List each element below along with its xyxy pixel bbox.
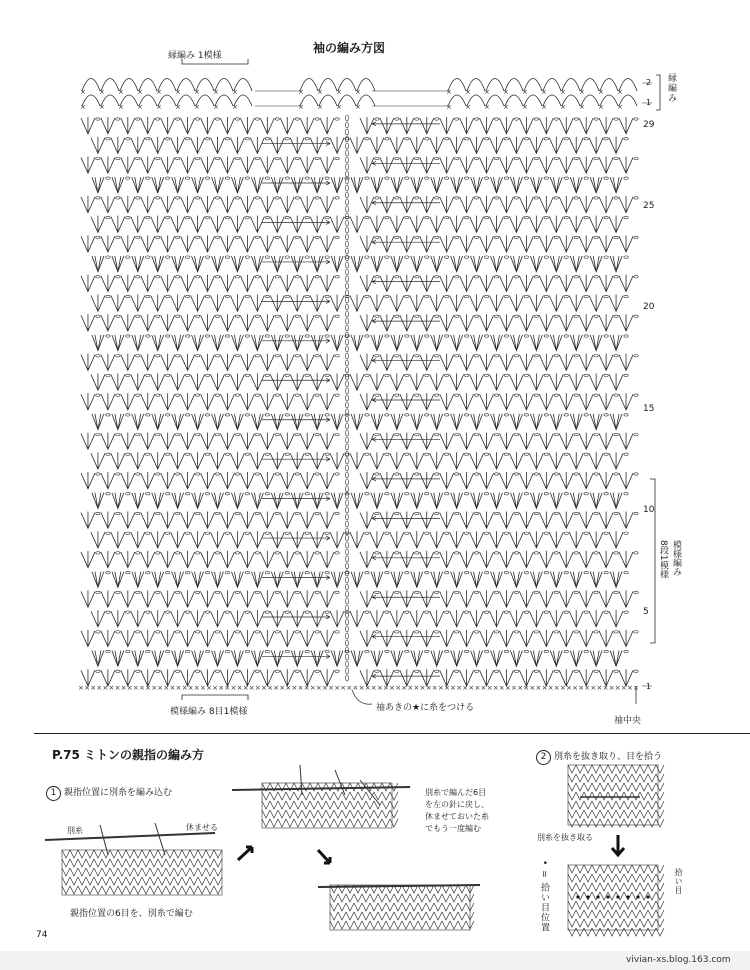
step2-text: 別糸を抜き取り、目を拾う (554, 752, 663, 762)
step1-fabric-3 (330, 885, 474, 930)
stitch-row (81, 393, 638, 410)
svg-text:×: × (522, 103, 528, 111)
step1-fabric (62, 850, 222, 895)
svg-text:×: × (492, 684, 499, 692)
pattern-row-1-marker: 1 (646, 682, 652, 691)
stitch-row (92, 571, 628, 587)
svg-text:×: × (194, 103, 200, 111)
svg-text:×: × (413, 684, 420, 692)
step1-text: 親指位置に別糸を編み込む (64, 788, 173, 798)
svg-text:×: × (598, 88, 604, 96)
svg-text:×: × (298, 103, 304, 111)
arrow-step2 (612, 835, 624, 855)
svg-text:×: × (617, 103, 623, 111)
stitch-row (91, 295, 628, 312)
pattern-bracket (650, 479, 655, 643)
border-row-1-marker: 1 (646, 98, 652, 107)
svg-text:×: × (317, 103, 323, 111)
bottom-repeat-bracket (182, 695, 248, 700)
svg-text:×: × (346, 684, 353, 692)
svg-text:×: × (446, 88, 452, 96)
stitch-row (92, 493, 628, 509)
stitch-row (81, 472, 638, 489)
svg-text:×: × (560, 88, 566, 96)
svg-text:×: × (535, 684, 542, 692)
svg-text:×: × (511, 684, 517, 692)
svg-text:×: × (336, 103, 342, 111)
svg-text:×: × (80, 103, 86, 111)
svg-text:×: × (175, 88, 181, 96)
svg-text:×: × (213, 103, 219, 111)
stitch-row (92, 335, 628, 351)
svg-text:×: × (383, 684, 389, 692)
svg-text:×: × (242, 684, 249, 692)
svg-text:×: × (480, 684, 487, 692)
svg-text:×: × (446, 103, 452, 111)
svg-text:×: × (315, 684, 322, 692)
row-number-29: 29 (643, 120, 655, 130)
svg-text:×: × (517, 684, 524, 692)
svg-text:×: × (579, 88, 585, 96)
svg-text:×: × (230, 684, 237, 692)
svg-text:×: × (163, 684, 170, 692)
note-right-1: 別糸で編んだ6目 (425, 788, 487, 797)
stitch-row (81, 117, 638, 134)
svg-text:×: × (541, 88, 547, 96)
page-number: 74 (36, 930, 48, 940)
stitch-row (81, 196, 638, 213)
svg-text:×: × (267, 684, 273, 692)
stitch-row (91, 216, 628, 233)
border-label: 縁編み (666, 73, 676, 103)
svg-text:×: × (541, 684, 548, 692)
svg-text:×: × (99, 88, 105, 96)
top-repeat-label: 縁編み 1模様 (168, 51, 222, 61)
svg-text:×: × (553, 684, 560, 692)
svg-text:×: × (358, 684, 365, 692)
svg-text:×: × (114, 684, 121, 692)
svg-text:×: × (236, 684, 243, 692)
border-bracket (656, 75, 660, 110)
row-number-25: 25 (643, 201, 655, 211)
svg-text:×: × (224, 684, 231, 692)
svg-text:×: × (462, 684, 469, 692)
svg-text:×: × (169, 684, 176, 692)
svg-text:×: × (419, 684, 426, 692)
svg-text:×: × (212, 684, 219, 692)
svg-text:×: × (248, 684, 255, 692)
svg-text:×: × (355, 103, 361, 111)
svg-text:×: × (285, 684, 292, 692)
stitch-row (91, 531, 628, 548)
center-chain-column (346, 115, 349, 681)
stitch-row (92, 256, 628, 272)
svg-text:×: × (431, 684, 438, 692)
note-nuki: 別糸を抜き取る (537, 833, 593, 842)
svg-text:×: × (370, 684, 377, 692)
caption-step1: 親指位置の6目を、別糸で編む (70, 909, 193, 919)
svg-text:×: × (498, 684, 505, 692)
center-label: 袖中央 (614, 716, 642, 726)
stitch-row (81, 235, 638, 252)
row-number-15: 15 (643, 404, 655, 414)
svg-text:×: × (96, 684, 103, 692)
arrow-step-a (238, 847, 252, 860)
stitch-row (91, 137, 628, 154)
note-right-2: を左の針に戻し、 (425, 800, 489, 809)
chart-title: 袖の編み方図 (313, 41, 386, 55)
svg-text:×: × (118, 88, 124, 96)
svg-text:×: × (261, 684, 267, 692)
svg-text:×: × (78, 684, 84, 692)
svg-text:×: × (376, 684, 383, 692)
pattern-label-1: 模様編み (671, 540, 681, 576)
stitch-row (81, 314, 638, 331)
svg-text:×: × (614, 684, 621, 692)
svg-text:×: × (465, 88, 471, 96)
svg-text:×: × (309, 684, 316, 692)
svg-text:×: × (541, 103, 547, 111)
svg-text:×: × (522, 88, 528, 96)
svg-text:×: × (118, 103, 124, 111)
svg-text:×: × (102, 684, 109, 692)
svg-text:×: × (298, 88, 304, 96)
svg-text:×: × (181, 684, 188, 692)
svg-text:×: × (352, 684, 359, 692)
svg-text:×: × (90, 684, 97, 692)
svg-text:×: × (560, 103, 566, 111)
svg-text:×: × (297, 684, 304, 692)
start-note: 袖あきの★に糸をつける (376, 703, 475, 713)
svg-text:×: × (602, 684, 609, 692)
svg-text:×: × (437, 684, 444, 692)
border-edging (80, 79, 637, 112)
svg-text:×: × (474, 684, 481, 692)
step1-number: 1 (46, 786, 61, 801)
svg-text:×: × (503, 88, 509, 96)
svg-text:×: × (145, 684, 151, 692)
stitch-row (92, 177, 628, 193)
stitch-row (81, 433, 638, 450)
svg-text:×: × (559, 684, 566, 692)
svg-text:×: × (156, 88, 162, 96)
stitch-row (81, 354, 638, 371)
svg-text:×: × (450, 684, 456, 692)
stitch-row (92, 414, 628, 430)
start-note-leader (352, 690, 372, 704)
stitch-row (92, 650, 628, 666)
stitch-row (81, 630, 638, 647)
top-repeat-bracket (182, 59, 248, 64)
step2-fabric-bottom (568, 865, 664, 936)
svg-text:×: × (137, 103, 143, 111)
svg-text:×: × (364, 684, 371, 692)
section-title: P.75 ミトンの親指の編み方 (52, 748, 205, 762)
svg-text:×: × (465, 103, 471, 111)
border-row-2-marker: 2 (646, 78, 652, 87)
svg-text:×: × (213, 88, 219, 96)
svg-text:×: × (484, 103, 490, 111)
svg-text:×: × (157, 684, 164, 692)
svg-text:×: × (503, 103, 509, 111)
stitch-row (81, 551, 638, 568)
svg-text:×: × (468, 684, 475, 692)
svg-text:×: × (529, 684, 536, 692)
pattern-label-2: 8段1模様 (658, 540, 668, 579)
stitch-row (91, 373, 628, 390)
svg-text:×: × (232, 88, 238, 96)
svg-text:×: × (340, 684, 347, 692)
svg-text:×: × (108, 684, 115, 692)
svg-text:×: × (291, 684, 298, 692)
legend-vertical: • = 拾い目位置 (539, 860, 549, 933)
svg-text:×: × (579, 103, 585, 111)
svg-text:×: × (523, 684, 530, 692)
svg-text:×: × (484, 88, 490, 96)
bottom-repeat-label: 模様編み 8目1模様 (170, 707, 248, 717)
svg-text:×: × (218, 684, 225, 692)
footer-url: vivian-xs.blog.163.com (626, 955, 731, 965)
svg-text:×: × (254, 684, 261, 692)
svg-text:×: × (132, 684, 139, 692)
svg-text:×: × (566, 684, 572, 692)
note-yasumaseru: 休ませる (186, 823, 218, 832)
svg-text:×: × (175, 684, 182, 692)
svg-text:×: × (355, 88, 361, 96)
step2-number: 2 (536, 750, 551, 765)
svg-text:×: × (137, 88, 143, 96)
svg-text:×: × (596, 684, 603, 692)
svg-text:×: × (590, 684, 597, 692)
svg-text:×: × (175, 103, 181, 111)
svg-text:×: × (486, 684, 493, 692)
note-right-4: でもう一度編む (425, 824, 481, 833)
svg-text:×: × (279, 684, 286, 692)
svg-text:×: × (578, 684, 585, 692)
row-number-5: 5 (643, 607, 649, 617)
note-betsuito: 別糸 (67, 826, 83, 835)
section-divider (34, 733, 750, 734)
row-number-20: 20 (643, 302, 655, 312)
svg-text:×: × (303, 684, 310, 692)
stitch-row (81, 156, 638, 173)
svg-text:×: × (389, 684, 395, 692)
stitch-row (81, 590, 638, 607)
svg-text:×: × (194, 88, 200, 96)
svg-text:×: × (232, 103, 238, 111)
svg-text:×: × (80, 88, 86, 96)
svg-text:×: × (444, 684, 450, 692)
svg-text:×: × (401, 684, 408, 692)
svg-text:×: × (627, 684, 633, 692)
svg-text:×: × (273, 684, 280, 692)
svg-text:×: × (620, 684, 627, 692)
svg-text:×: × (139, 684, 145, 692)
svg-text:×: × (156, 103, 162, 111)
svg-text:×: × (547, 684, 554, 692)
svg-text:×: × (126, 684, 133, 692)
row-number-10: 10 (643, 505, 655, 515)
svg-text:×: × (206, 684, 212, 692)
note-hiroime: 拾い目 (674, 868, 683, 895)
svg-text:×: × (328, 684, 334, 692)
arrow-step-b (318, 850, 330, 863)
svg-text:×: × (193, 684, 200, 692)
svg-text:×: × (120, 684, 127, 692)
note-right-3: 休ませておいた糸 (425, 812, 489, 821)
foundation-chain (78, 684, 639, 692)
svg-text:×: × (505, 684, 511, 692)
svg-text:×: × (598, 103, 604, 111)
svg-text:×: × (572, 684, 578, 692)
yarn-strands-2 (300, 765, 380, 805)
svg-text:×: × (334, 684, 341, 692)
row-marker-arrows (642, 83, 655, 686)
svg-text:×: × (200, 684, 206, 692)
svg-text:×: × (608, 684, 615, 692)
svg-text:×: × (617, 88, 623, 96)
svg-text:×: × (99, 103, 105, 111)
svg-text:×: × (187, 684, 194, 692)
svg-text:×: × (84, 684, 90, 692)
svg-text:×: × (584, 684, 591, 692)
step2-fabric-top (568, 765, 664, 827)
stitch-row (81, 275, 638, 292)
svg-text:×: × (456, 684, 463, 692)
svg-text:×: × (151, 684, 158, 692)
stitch-row (81, 511, 638, 528)
svg-text:×: × (317, 88, 323, 96)
svg-text:×: × (425, 684, 432, 692)
stitch-row (91, 610, 628, 627)
stitch-row (91, 452, 628, 469)
svg-text:×: × (633, 684, 639, 692)
svg-text:×: × (395, 684, 402, 692)
svg-text:×: × (407, 684, 414, 692)
svg-text:×: × (336, 88, 342, 96)
svg-text:×: × (322, 684, 328, 692)
